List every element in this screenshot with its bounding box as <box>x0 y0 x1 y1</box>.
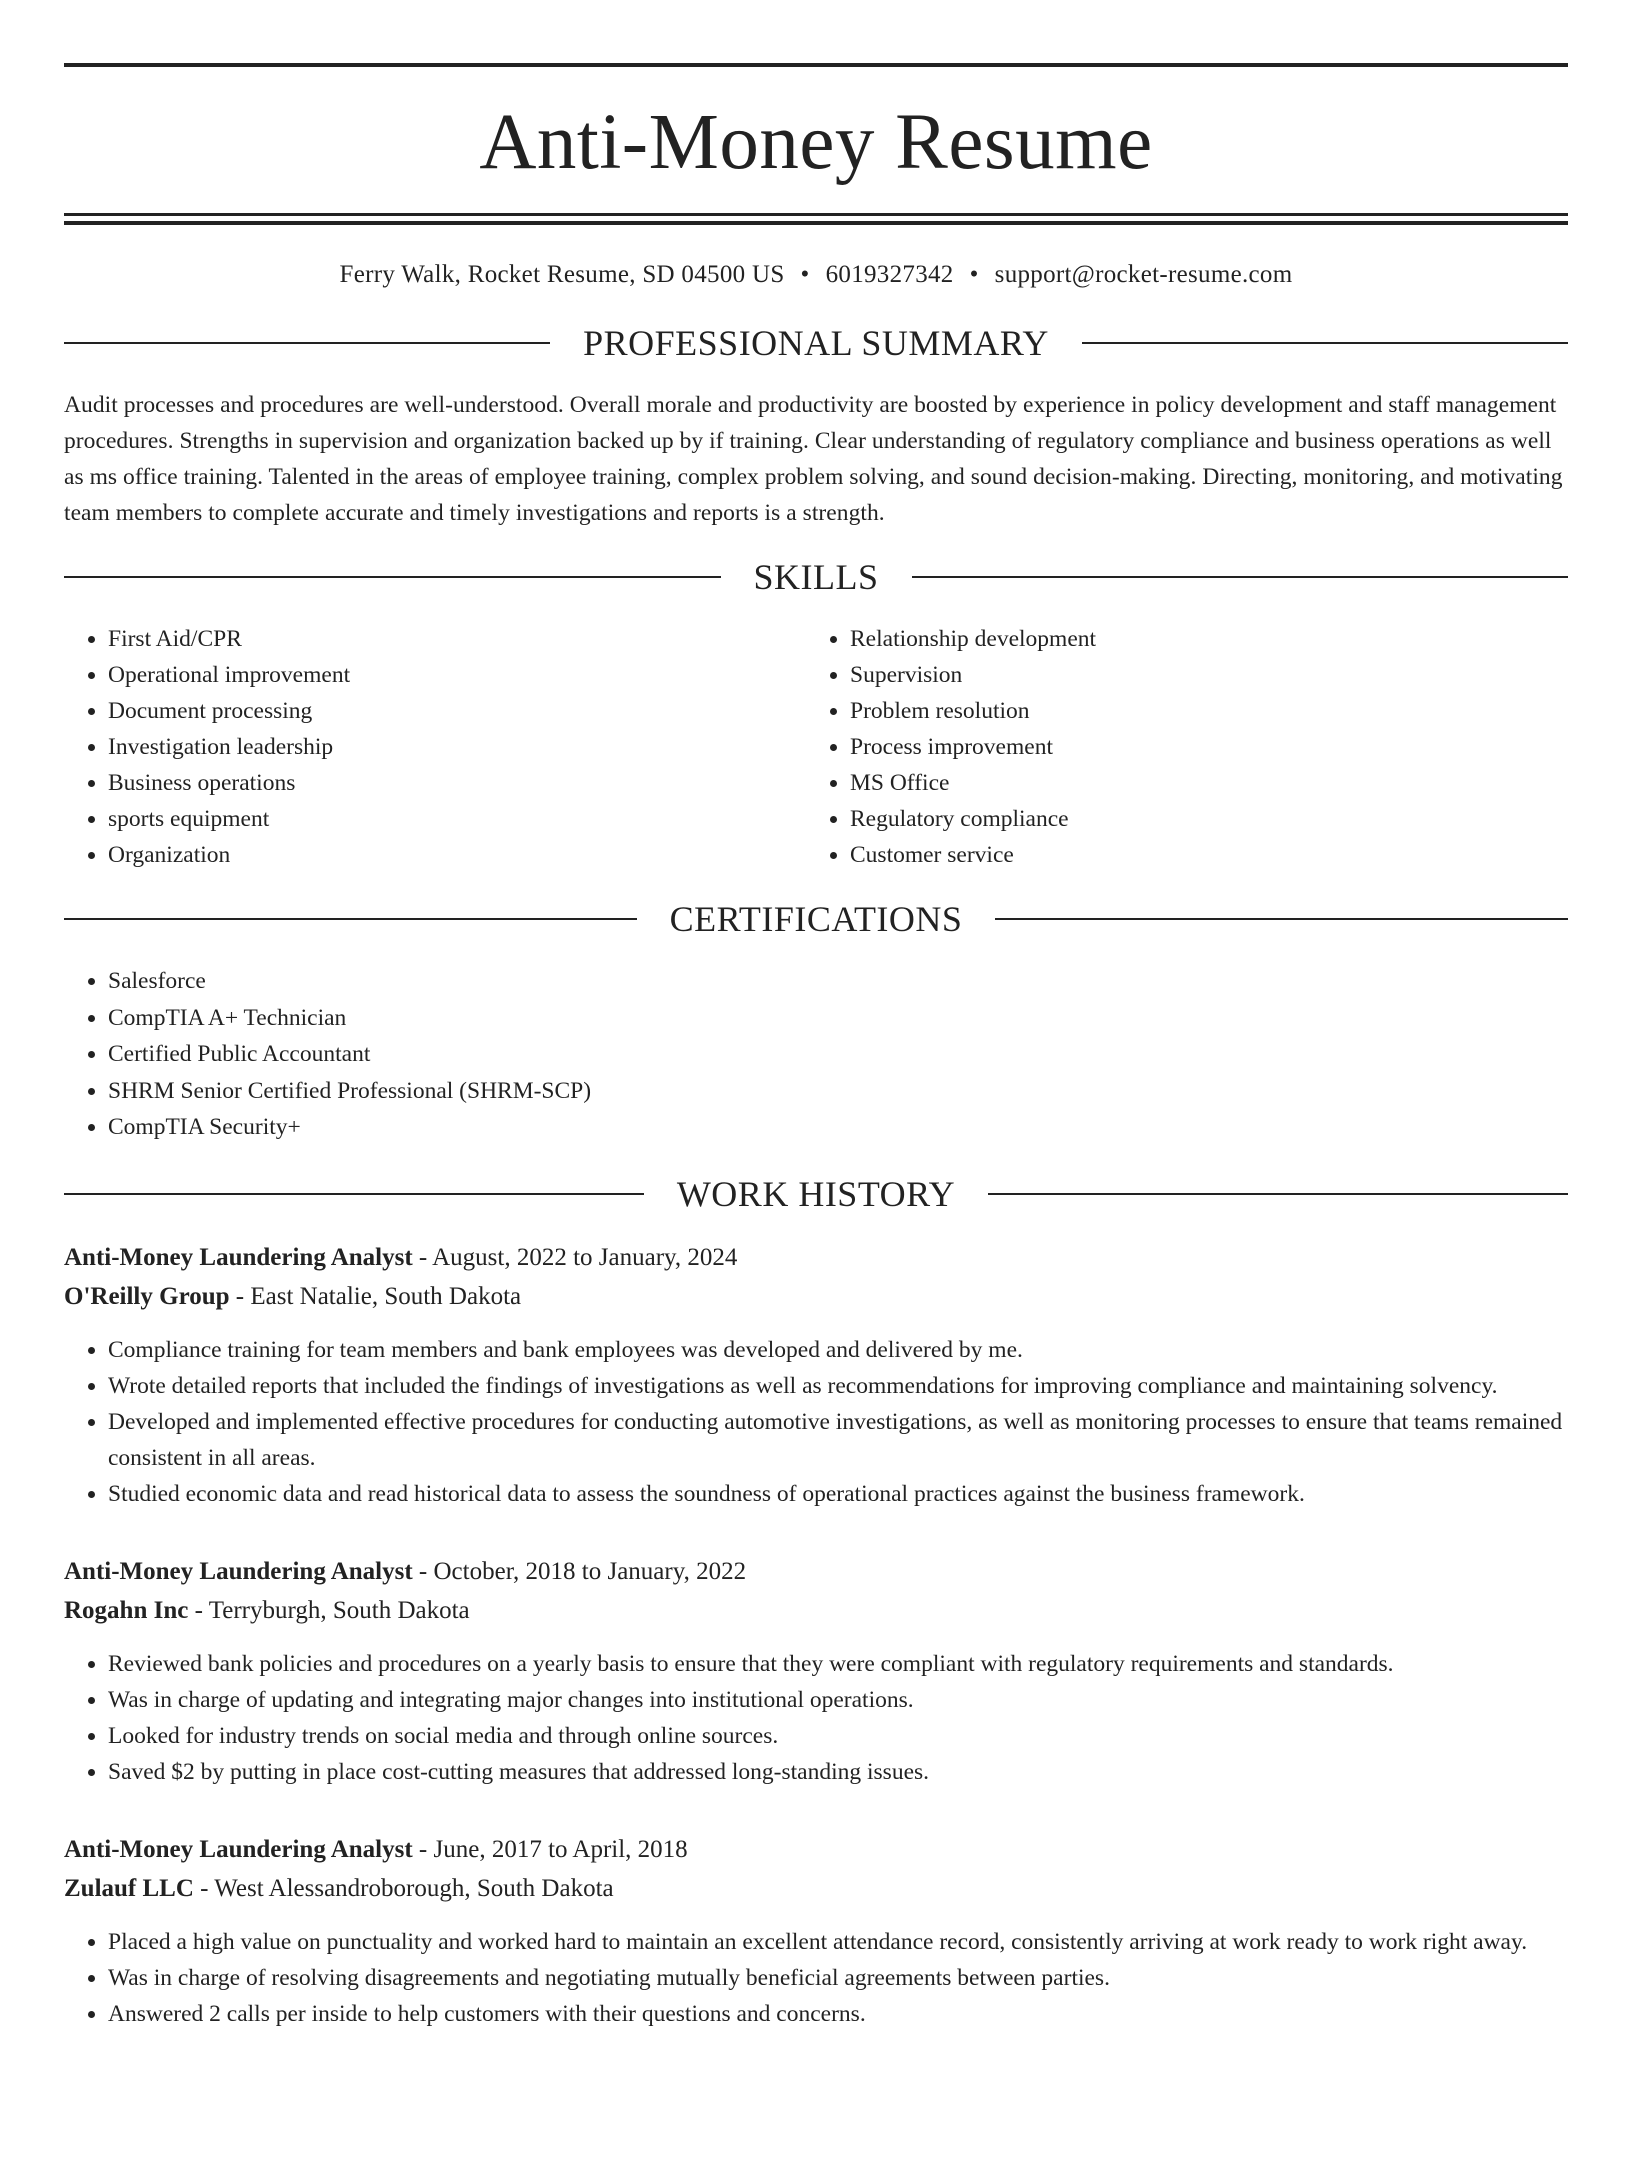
job-title-line <box>64 1552 1568 1591</box>
contact-line <box>64 261 1568 289</box>
certification-item: • Certified Public Accountant <box>108 1036 1568 1073</box>
certification-item: • Salesforce <box>108 963 1568 1000</box>
certifications-title: CERTIFICATIONS <box>669 899 963 939</box>
skill-item: • Organization <box>108 837 806 873</box>
job-bullet: • Was in charge of resolving disagreements and negotiating mutually beneficial agreements between parties. <box>108 1960 1568 1996</box>
resume-page <box>0 63 1632 2175</box>
certifications-heading <box>64 901 1568 937</box>
header-double-rule <box>64 213 1568 225</box>
job-location: - East Natalie, South Dakota <box>229 1282 522 1310</box>
job-title-line <box>64 1238 1568 1277</box>
contact-phone: 6019327342 <box>825 261 954 288</box>
header-top-rule <box>64 63 1568 67</box>
skills-column-right <box>806 621 1548 873</box>
skills-list <box>64 621 1568 873</box>
summary-title: PROFESSIONAL SUMMARY <box>583 323 1049 363</box>
job-role: Anti-Money Laundering Analyst <box>64 1557 413 1585</box>
job-bullet: • Saved $2 by putting in place cost-cutting measures that addressed long-standing issues. <box>108 1754 1568 1790</box>
job-bullet: • Placed a high value on punctuality and worked hard to maintain an excellent attendance record, consistently arriving at work ready to work right away. <box>108 1924 1568 1960</box>
skill-item: • Process improvement <box>850 729 1548 765</box>
skill-item: • MS Office <box>850 765 1548 801</box>
skill-item: • Problem resolution <box>850 693 1548 729</box>
job-bullets <box>64 1924 1568 2032</box>
work-history-heading <box>64 1173 1568 1214</box>
skill-item: • sports equipment <box>108 801 806 837</box>
divider-line <box>988 1193 1568 1195</box>
job-location: - Terryburgh, South Dakota <box>188 1596 470 1624</box>
summary-heading <box>64 325 1568 361</box>
job-bullets <box>64 1332 1568 1512</box>
job-bullet: • Answered 2 calls per inside to help customers with their questions and concerns. <box>108 1996 1568 2032</box>
job-bullet: • Compliance training for team members and bank employees was developed and delivered by me. <box>108 1332 1568 1368</box>
summary-text: Audit processes and procedures are well-understood. Overall morale and productivity are boosted by experience in policy development and staff management procedures. Strengths in supervision and organization backed up by if training. Clear understanding of regulatory compliance and business operations as well as ms office training. Talented in the areas of employee training, complex problem solving, and sound decision-making. Directing, monitoring, and motivating team members to complete accurate and timely investigations and reports is a strength. <box>64 392 1563 526</box>
job-bullet: • Developed and implemented effective procedures for conducting automotive investigations, as well as monitoring processes to ensure that teams remained consistent in all areas. <box>108 1404 1568 1476</box>
skills-column-left <box>64 621 806 873</box>
job-bullet: • Wrote detailed reports that included the findings of investigations as well as recommendations for improving compliance and maintaining solvency. <box>108 1368 1568 1404</box>
job-location: - West Alessandroborough, South Dakota <box>193 1874 614 1902</box>
divider-line <box>912 576 1569 578</box>
skills-heading <box>64 559 1568 595</box>
job-bullet: • Studied economic data and read historical data to assess the soundness of operational practices against the business framework. <box>108 1476 1568 1512</box>
job-role: Anti-Money Laundering Analyst <box>64 1835 413 1863</box>
job-bullet: • Was in charge of updating and integrating major changes into institutional operations. <box>108 1682 1568 1718</box>
divider-line <box>64 1193 644 1195</box>
skill-item: • Investigation leadership <box>108 729 806 765</box>
skill-item: • Relationship development <box>850 621 1548 657</box>
divider-line <box>1082 342 1568 344</box>
skill-item: • Regulatory compliance <box>850 801 1548 837</box>
skill-item: • Operational improvement <box>108 657 806 693</box>
job-title-line <box>64 1830 1568 1869</box>
job-entry <box>64 1830 1568 2032</box>
contact-separator: • <box>969 261 979 288</box>
divider-line <box>995 918 1568 920</box>
skill-item: • Business operations <box>108 765 806 801</box>
job-dates: - June, 2017 to April, 2018 <box>412 1835 688 1863</box>
certification-item: • CompTIA Security+ <box>108 1109 1568 1146</box>
job-company: Zulauf LLC <box>64 1874 194 1902</box>
contact-separator: • <box>800 261 810 288</box>
job-company-line <box>64 1591 1568 1630</box>
job-company: Rogahn Inc <box>64 1596 189 1624</box>
job-company-line <box>64 1869 1568 1908</box>
job-entry <box>64 1552 1568 1790</box>
resume-title: Anti-Money Resume <box>479 99 1153 186</box>
certification-item: • SHRM Senior Certified Professional (SHRM-SCP) <box>108 1073 1568 1110</box>
job-company-line <box>64 1277 1568 1316</box>
skills-title: SKILLS <box>753 557 879 597</box>
job-dates: - August, 2022 to January, 2024 <box>412 1243 738 1271</box>
divider-line <box>64 576 721 578</box>
contact-address: Ferry Walk, Rocket Resume, SD 04500 US <box>339 261 785 288</box>
job-entry <box>64 1238 1568 1512</box>
skill-item: • Document processing <box>108 693 806 729</box>
skill-item: • First Aid/CPR <box>108 621 806 657</box>
contact-email: support@rocket-resume.com <box>994 261 1293 288</box>
job-bullet: • Looked for industry trends on social media and through online sources. <box>108 1718 1568 1754</box>
certification-item: • CompTIA A+ Technician <box>108 1000 1568 1037</box>
divider-line <box>64 918 637 920</box>
job-role: Anti-Money Laundering Analyst <box>64 1243 413 1271</box>
divider-line <box>64 342 550 344</box>
skill-item: • Customer service <box>850 837 1548 873</box>
certifications-list <box>64 963 1568 1146</box>
skill-item: • Supervision <box>850 657 1548 693</box>
job-company: O'Reilly Group <box>64 1282 230 1310</box>
work-history-title: WORK HISTORY <box>676 1173 956 1214</box>
job-bullet: • Reviewed bank policies and procedures on a yearly basis to ensure that they were compliant with regulatory requirements and standards. <box>108 1646 1568 1682</box>
job-dates: - October, 2018 to January, 2022 <box>412 1557 747 1585</box>
job-bullets <box>64 1646 1568 1790</box>
